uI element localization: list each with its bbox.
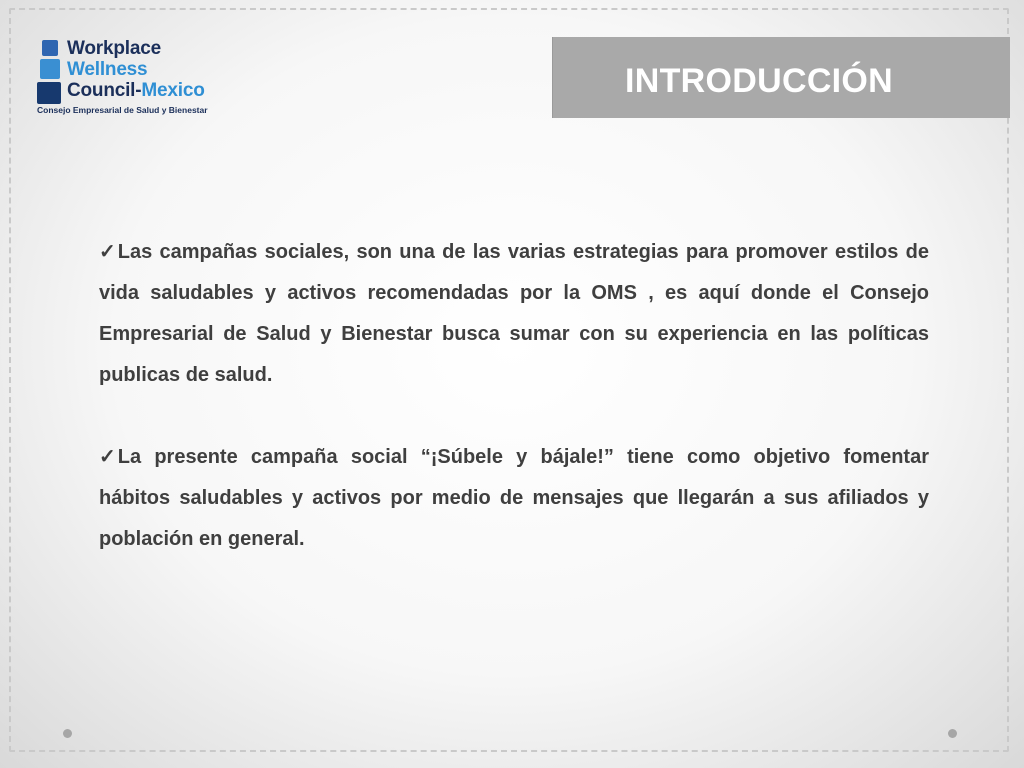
paragraph-1 [99,232,929,396]
logo-subtitle: Consejo Empresarial de Salud y Bienestar [37,105,208,115]
title-banner [552,37,1010,118]
logo-line-workplace: Workplace [67,38,161,59]
decorative-dot-left [63,729,72,738]
slide-content [99,232,929,560]
paragraph-2-text: La presente campaña social “¡Súbele y bájale!” tiene como objetivo fomentar hábitos saludables y activos por medio de mensajes que llegarán a sus afiliados y población en general. [99,446,929,550]
page-title: INTRODUCCIÓN [625,62,894,100]
logo-squares-icon [37,40,63,104]
check-icon: ✓ [99,446,116,468]
logo-line-council [67,80,205,101]
logo-line-wellness: Wellness [67,59,148,80]
company-logo [37,38,237,120]
logo-line-council-part1: Council- [67,80,142,101]
decorative-dot-right [948,729,957,738]
paragraph-1-text: Las campañas sociales, son una de las varias estrategias para promover estilos de vida saludables y activos recomendadas por la OMS , es aquí donde el Consejo Empresarial de Salud y Bienestar busca sumar con su experiencia en las políticas publicas de salud. [99,241,929,386]
logo-line-council-part2: Mexico [141,80,205,101]
paragraph-2 [99,437,929,560]
check-icon: ✓ [99,241,116,263]
